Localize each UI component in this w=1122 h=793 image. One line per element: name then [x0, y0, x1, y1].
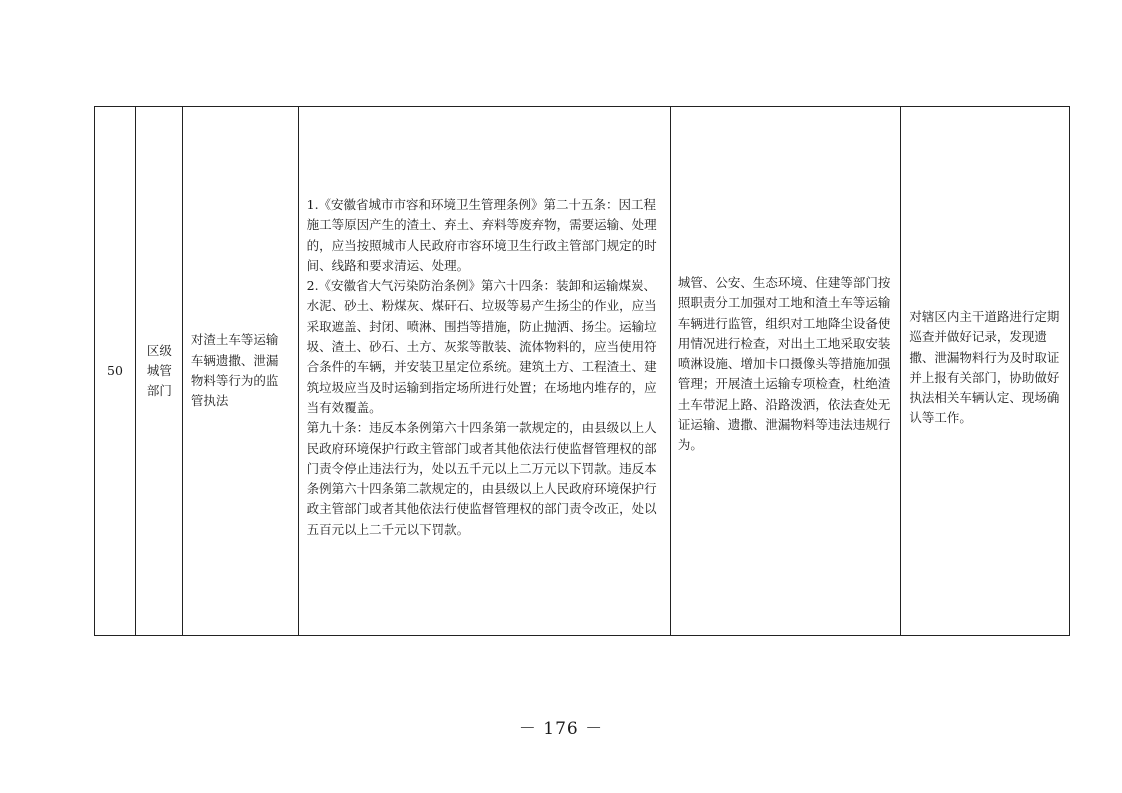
- cooperation-text: 对辖区内主干道路进行定期巡查并做好记录，发现遗撒、泄漏物料行为及时取证并上报有关部门，协助做好执法相关车辆认定、现场确认等工作。: [909, 309, 1060, 426]
- item-cell: [183, 107, 299, 635]
- department-name: 区级城管部门: [146, 342, 172, 399]
- legal-basis-text: [307, 195, 661, 540]
- duty-table: [94, 106, 1070, 636]
- legal-basis-cell: [299, 107, 671, 635]
- row-number-cell: [95, 107, 136, 635]
- item-description: 对渣土车等运输车辆遗撒、泄漏物料等行为的监管执法: [190, 332, 279, 409]
- legal-basis-paragraph-3: 第九十条：违反本条例第六十四条第一款规定的，由县级以上人民政府环境保护行政主管部门或者其他依法行使监督管理权的部门责令停止违法行为，处以五千元以上二万元以下罚款。违反本条例第六十四条第二款规定的，由县级以上人民政府环境保护行政主管部门或者其他依法行使监督管理权的部门责令改正，处以五百元以上二千元以下罚款。: [306, 420, 657, 537]
- row-number: 50: [107, 362, 123, 378]
- department-cell: [136, 107, 183, 635]
- responsibility-text: 城管、公安、生态环境、住建等部门按照职责分工加强对工地和渣土车等运输车辆进行监管，组织对工地降尘设备使用情况进行检查，对出土工地采取安装喷淋设施、增加卡口摄像头等措施加强管理；开展渣土运输专项检查，杜绝渣土车带泥上路、沿路泼洒，依法查处无证运输、遗撒、泄漏物料等违法违规行为。: [677, 275, 891, 453]
- responsibility-cell: [671, 107, 902, 635]
- cooperation-cell: [901, 107, 1069, 635]
- page-number: － 176 －: [518, 719, 604, 739]
- legal-basis-paragraph-2: 2.《安徽省大气污染防治条例》第六十四条：装卸和运输煤炭、水泥、砂土、粉煤灰、煤矸石、垃圾等易产生扬尘的作业，应当采取遮盖、封闭、喷淋、围挡等措施，防止抛洒、扬尘。运输垃圾、渣土、砂石、土方、灰浆等散装、流体物料的，应当使用符合条件的车辆，并安装卫星定位系统。建筑土方、工程渣土、建筑垃圾应当及时运输到指定场所进行处置；在场地内堆存的，应当有效覆盖。: [306, 278, 657, 415]
- legal-basis-paragraph-1: 1.《安徽省城市市容和环境卫生管理条例》第二十五条：因工程施工等原因产生的渣土、弃土、弃料等废弃物，需要运输、处理的，应当按照城市人民政府市容环境卫生行政主管部门规定的时间、线路和要求清运、处理。: [306, 197, 657, 273]
